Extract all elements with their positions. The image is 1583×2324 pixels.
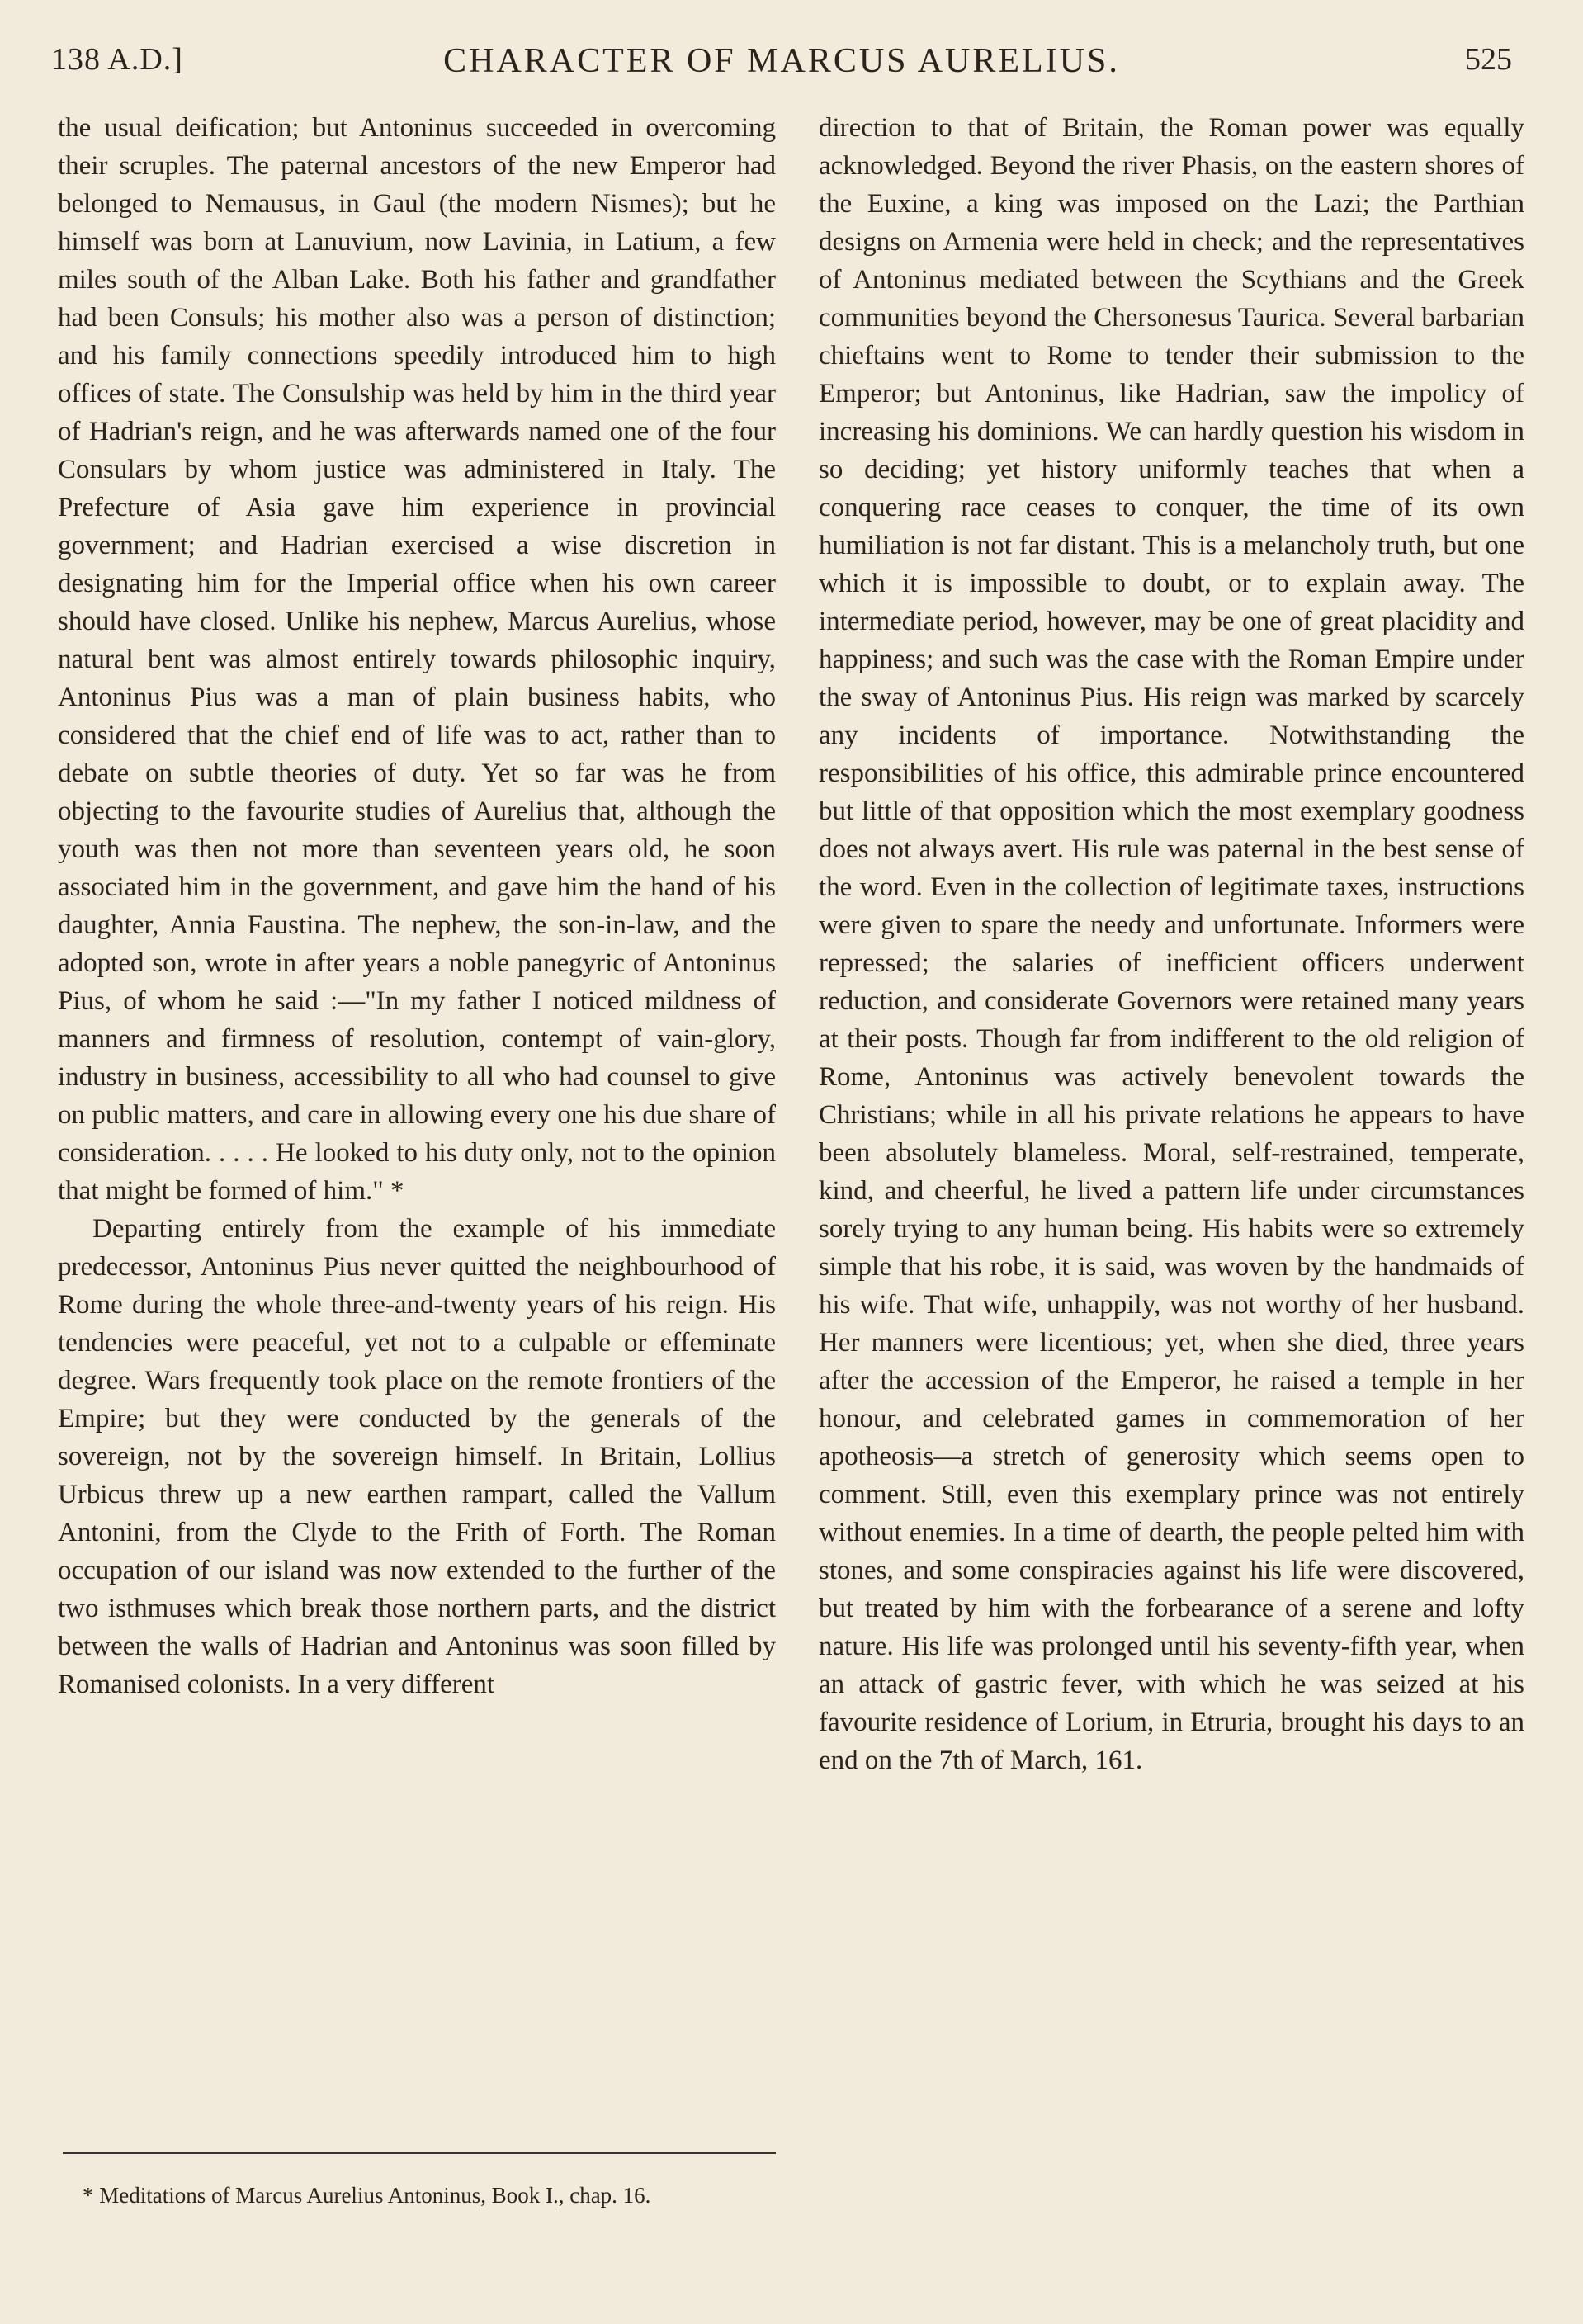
left-column: [58, 109, 776, 1703]
footnote: * Meditations of Marcus Aurelius Antoninus, Book I., chap. 16.: [83, 2183, 651, 2208]
footnote-divider: [63, 2152, 776, 2154]
page-number: 525: [1465, 42, 1512, 77]
paragraph-left-1: the usual deification; but Antoninus succeeded in overcoming their scruples. The paternal ancestors of the new Emperor had belonged to Nemausus, in Gaul (the modern Nismes); but he himself was born at Lanuvium, now Lavinia, in Latium, a few miles south of the Alban Lake. Both his father and grandfather had been Consuls; his mother also was a person of distinction; and his family connections speedily introduced him to high offices of state. The Consulship was held by him in the third year of Hadrian's reign, and he was afterwards named one of the four Consulars by whom justice was administered in Italy. The Prefecture of Asia gave him experience in provincial government; and Hadrian exercised a wise discretion in designating him for the Imperial office when his own career should have closed. Unlike his nephew, Marcus Aurelius, whose natural bent was almost entirely towards philosophic inquiry, Antoninus Pius was a man of plain business habits, who considered that the chief end of life was to act, rather than to debate on subtle theories of duty. Yet so far was he from objecting to the favourite studies of Aurelius that, although the youth was then not more than seventeen years old, he soon associated him in the government, and gave him the hand of his daughter, Annia Faustina. The nephew, the son-in-law, and the adopted son, wrote in after years a noble panegyric of Antoninus Pius, of whom he said :—"In my father I noticed mildness of manners and firmness of resolution, contempt of vain-glory, industry in business, accessibility to all who had counsel to give on public matters, and care in allowing every one his due share of consideration. . . . . He looked to his duty only, not to the opinion that might be formed of him." *: [58, 113, 776, 1206]
header-title: CHARACTER OF MARCUS AURELIUS.: [443, 42, 1120, 80]
right-column: [819, 109, 1524, 1779]
header-date: 138 A.D.]: [51, 42, 183, 77]
paragraph-right-1: direction to that of Britain, the Roman power was equally acknowledged. Beyond the river Phasis, on the eastern shores of the Euxine, a king was imposed on the Lazi; the Parthian designs on Armenia were held in check; and the representatives of Antoninus mediated between the Scythians and the Greek communities beyond the Chersonesus Taurica. Several barbarian chieftains went to Rome to tender their submission to the Emperor; but Antoninus, like Hadrian, saw the impolicy of increasing his dominions. We can hardly question his wisdom in so deciding; yet history uniformly teaches that when a conquering race ceases to conquer, the time of its own humiliation is not far distant. This is a melancholy truth, but one which it is impossible to doubt, or to explain away. The intermediate period, however, may be one of great placidity and happiness; and such was the case with the Roman Empire under the sway of Antoninus Pius. His reign was marked by scarcely any incidents of importance. Notwithstanding the responsibilities of his office, this admirable prince encountered but little of that opposition which the most exemplary goodness does not always avert. His rule was paternal in the best sense of the word. Even in the collection of legitimate taxes, instructions were given to spare the needy and unfortunate. Informers were repressed; the salaries of inefficient officers underwent reduction, and considerate Governors were retained many years at their posts. Though far from indifferent to the old religion of Rome, Antoninus was actively benevolent towards the Christians; while in all his private relations he appears to have been absolutely blameless. Moral, self-restrained, temperate, kind, and cheerful, he lived a pattern life under circumstances sorely trying to any human being. His habits were so extremely simple that his robe, it is said, was woven by the handmaids of his wife. That wife, unhappily, was not worthy of her husband. Her manners were licentious; yet, when she died, three years after the accession of the Emperor, he raised a temple in her honour, and celebrated games in commemoration of her apotheosis—a stretch of generosity which seems open to comment. Still, even this exemplary prince was not entirely without enemies. In a time of dearth, the people pelted him with stones, and some conspiracies against his life were discovered, but treated by him with the forbearance of a serene and lofty nature. His life was prolonged until his seventy-fifth year, when an attack of gastric fever, with which he was seized at his favourite residence of Lorium, in Etruria, brought his days to an end on the 7th of March, 161.: [819, 113, 1524, 1775]
paragraph-left-2: Departing entirely from the example of his immediate predecessor, Antoninus Pius never quitted the neighbourhood of Rome during the whole three-and-twenty years of his reign. His tendencies were peaceful, yet not to a culpable or effeminate degree. Wars frequently took place on the remote frontiers of the Empire; but they were conducted by the generals of the sovereign, not by the sovereign himself. In Britain, Lollius Urbicus threw up a new earthen rampart, called the Vallum Antonini, from the Clyde to the Frith of Forth. The Roman occupation of our island was now extended to the further of the two isthmuses which break those northern parts, and the district between the walls of Hadrian and Antoninus was soon filled by Romanised colonists. In a very different: [58, 1214, 776, 1699]
running-header: [51, 35, 1512, 84]
